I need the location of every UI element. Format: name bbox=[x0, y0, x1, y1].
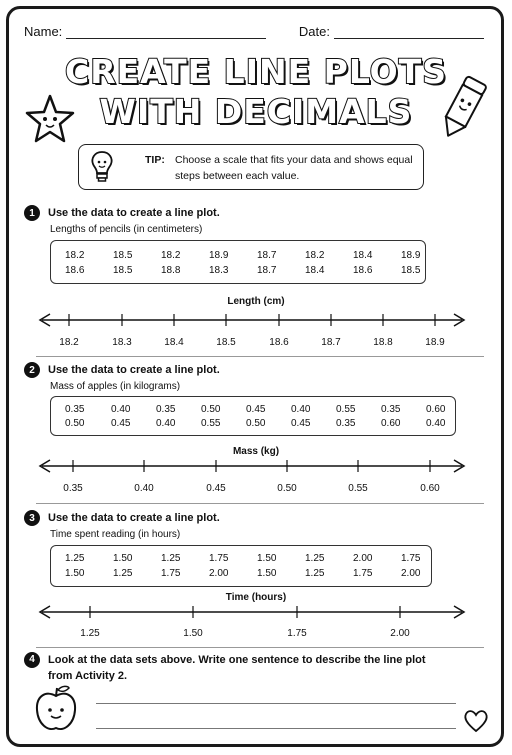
section-divider bbox=[36, 356, 484, 357]
tick-label: 0.50 bbox=[277, 483, 297, 494]
question4-number-badge: 4 bbox=[24, 652, 40, 668]
section1-instruction: Use the data to create a line plot. bbox=[48, 207, 220, 219]
tick-label: 2.00 bbox=[390, 628, 410, 639]
data-cell: 18.8 bbox=[161, 265, 181, 276]
data-cell: 1.25 bbox=[65, 553, 85, 564]
data-cell: 1.75 bbox=[353, 568, 373, 579]
data-cell: 0.40 bbox=[426, 418, 446, 429]
section1-title bbox=[24, 205, 220, 221]
page-title-line1: CREATE LINE PLOTS bbox=[64, 52, 447, 91]
section1-data-box bbox=[50, 240, 426, 284]
data-cell: 1.25 bbox=[305, 568, 325, 579]
question4 bbox=[24, 652, 426, 684]
section3-number-line[interactable] bbox=[36, 602, 468, 626]
tick-label: 18.8 bbox=[373, 337, 393, 348]
data-cell: 18.2 bbox=[305, 250, 325, 261]
data-cell: 0.60 bbox=[381, 418, 401, 429]
data-cell: 0.40 bbox=[156, 418, 176, 429]
date-line[interactable] bbox=[334, 26, 484, 39]
data-cell: 18.4 bbox=[353, 250, 373, 261]
data-cell: 0.55 bbox=[201, 418, 221, 429]
section2-instruction: Use the data to create a line plot. bbox=[48, 364, 220, 376]
date-field[interactable] bbox=[299, 24, 484, 39]
section3-title bbox=[24, 510, 220, 526]
data-cell: 18.5 bbox=[401, 265, 421, 276]
name-field[interactable] bbox=[24, 24, 266, 39]
answer-line-2[interactable] bbox=[96, 728, 456, 729]
data-cell: 2.00 bbox=[353, 553, 373, 564]
tick-label: 18.9 bbox=[425, 337, 445, 348]
section2-axis-label: Mass (kg) bbox=[232, 446, 280, 457]
question4-line1: Look at the data sets above. Write one sentence to describe the line plot bbox=[48, 654, 426, 666]
data-cell: 1.50 bbox=[113, 553, 133, 564]
section3-number-badge: 3 bbox=[24, 510, 40, 526]
data-cell: 1.50 bbox=[257, 553, 277, 564]
tick-label: 18.5 bbox=[216, 337, 236, 348]
tick-label: 18.2 bbox=[59, 337, 79, 348]
data-cell: 0.50 bbox=[246, 418, 266, 429]
data-cell: 18.2 bbox=[161, 250, 181, 261]
tick-label: 0.60 bbox=[420, 483, 440, 494]
data-cell: 0.35 bbox=[156, 404, 176, 415]
data-cell: 18.6 bbox=[353, 265, 373, 276]
tip-box bbox=[78, 144, 424, 190]
apple-icon bbox=[32, 684, 80, 734]
data-cell: 1.25 bbox=[113, 568, 133, 579]
data-cell: 0.40 bbox=[111, 404, 131, 415]
data-cell: 18.9 bbox=[401, 250, 421, 261]
section2-number-line[interactable] bbox=[36, 456, 468, 480]
tick-label: 0.55 bbox=[348, 483, 368, 494]
section-divider bbox=[36, 503, 484, 504]
data-cell: 1.50 bbox=[257, 568, 277, 579]
data-cell: 0.50 bbox=[201, 404, 221, 415]
data-cell: 1.25 bbox=[305, 553, 325, 564]
tick-label: 0.40 bbox=[134, 483, 154, 494]
tick-label: 1.75 bbox=[287, 628, 307, 639]
section3-data-box bbox=[50, 545, 432, 587]
data-cell: 18.9 bbox=[209, 250, 229, 261]
section1-axis-label: Length (cm) bbox=[227, 296, 285, 307]
star-icon bbox=[22, 92, 78, 146]
section2-data-box bbox=[50, 396, 456, 436]
tick-label: 18.4 bbox=[164, 337, 184, 348]
data-cell: 0.60 bbox=[426, 404, 446, 415]
section2-title bbox=[24, 362, 220, 378]
tick-label: 18.3 bbox=[112, 337, 132, 348]
section3-subtitle: Time spent reading (in hours) bbox=[50, 529, 181, 540]
data-cell: 18.5 bbox=[113, 265, 133, 276]
tick-label: 1.25 bbox=[80, 628, 100, 639]
data-cell: 1.75 bbox=[401, 553, 421, 564]
data-cell: 2.00 bbox=[401, 568, 421, 579]
tick-label: 18.6 bbox=[269, 337, 289, 348]
date-label: Date: bbox=[298, 24, 330, 39]
data-cell: 0.50 bbox=[65, 418, 85, 429]
question4-line2: from Activity 2. bbox=[48, 670, 128, 683]
data-cell: 18.5 bbox=[113, 250, 133, 261]
section-divider bbox=[36, 647, 484, 648]
data-cell: 0.40 bbox=[291, 404, 311, 415]
header-row bbox=[24, 24, 484, 39]
data-cell: 1.50 bbox=[65, 568, 85, 579]
section2-subtitle: Mass of apples (in kilograms) bbox=[50, 381, 181, 392]
data-cell: 1.75 bbox=[209, 553, 229, 564]
section1-subtitle: Lengths of pencils (in centimeters) bbox=[50, 224, 203, 235]
section1-number-line[interactable] bbox=[36, 310, 468, 334]
data-cell: 18.2 bbox=[65, 250, 85, 261]
data-cell: 18.7 bbox=[257, 250, 277, 261]
data-cell: 18.4 bbox=[305, 265, 325, 276]
tip-label: TIP: bbox=[145, 154, 165, 166]
data-cell: 18.3 bbox=[209, 265, 229, 276]
data-cell: 0.35 bbox=[65, 404, 85, 415]
pencil-icon bbox=[438, 72, 490, 144]
name-label: Name: bbox=[24, 24, 63, 39]
heart-icon bbox=[462, 708, 490, 734]
section2-number-badge: 2 bbox=[24, 362, 40, 378]
lightbulb-icon bbox=[87, 149, 117, 185]
section3-instruction: Use the data to create a line plot. bbox=[48, 512, 220, 524]
data-cell: 0.45 bbox=[291, 418, 311, 429]
tick-label: 18.7 bbox=[321, 337, 341, 348]
data-cell: 18.6 bbox=[65, 265, 85, 276]
data-cell: 0.35 bbox=[336, 418, 356, 429]
section3-axis-label: Time (hours) bbox=[225, 592, 287, 603]
tick-label: 0.35 bbox=[63, 483, 83, 494]
data-cell: 18.7 bbox=[257, 265, 277, 276]
page-title-line2: WITH DECIMALS bbox=[99, 92, 413, 131]
answer-line-1[interactable] bbox=[96, 703, 456, 704]
data-cell: 1.25 bbox=[161, 553, 181, 564]
tick-label: 0.45 bbox=[206, 483, 226, 494]
data-cell: 0.55 bbox=[336, 404, 356, 415]
section1-number-badge: 1 bbox=[24, 205, 40, 221]
tick-label: 1.50 bbox=[183, 628, 203, 639]
data-cell: 2.00 bbox=[209, 568, 229, 579]
data-cell: 0.45 bbox=[246, 404, 266, 415]
name-line[interactable] bbox=[66, 26, 266, 39]
data-cell: 0.35 bbox=[381, 404, 401, 415]
data-cell: 0.45 bbox=[111, 418, 131, 429]
tip-text: Choose a scale that fits your data and shows equal steps between each value. bbox=[175, 154, 413, 182]
data-cell: 1.75 bbox=[161, 568, 181, 579]
